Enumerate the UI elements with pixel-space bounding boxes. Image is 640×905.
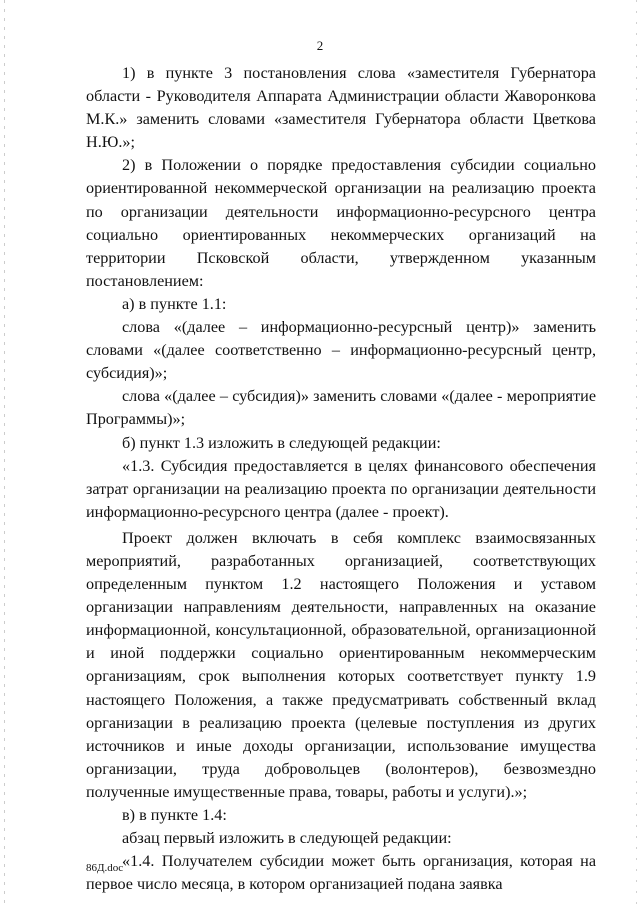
paragraph-item-3: а) в пункте 1.1:	[122, 294, 227, 313]
page-number: 2	[316, 38, 324, 53]
footer-filename: 86Д.doc	[86, 862, 124, 874]
paragraph-item-10: абзац первый изложить в следующей редакции:	[122, 829, 452, 848]
paragraph-item-9: в) в пункте 1.4:	[122, 806, 227, 824]
paragraph-item-4: слова «(далее – информационно-ресурсный центр)» заменить словами «(далее соответственно – информационно-ресурсный центр, субсидия)»;	[86, 318, 596, 383]
paragraph-item-6: б) пункт 1.3 изложить в следующей редакции:	[122, 433, 441, 452]
paragraph-item-8: Проект должен включать в себя комплекс взаимосвязанных мероприятий, разработанных организацией, соответствующих определенным пунктом 1.2 настоящего Положения и уставом организации направлениям деятельности, направленных на оказание информационной, консультационной, образовательной, организационной и иной поддержки социально ориентированным некоммерческим организациям, срок выполнения которых соответствует пункту 1.9 настоящего Положения, а также предусматривать собственный вклад организации в реализацию проекта (целевые поступления из других источников и иные доходы организации, использование имущества организации, труда добровольцев (волонтеров), безвозмездно полученные имущественные права, товары, работы и услуги).»;	[86, 528, 596, 801]
scan-edge-right	[636, 0, 637, 905]
paragraph-item-1: 1) в пункте 3 постановления слова «заместителя Губернатора области - Руководителя Аппарата Администрации области Жаворонкова М.К.» заменить словами «заместителя Губернатора области Цветкова Н.Ю.»;	[86, 64, 596, 152]
document-body	[86, 62, 596, 896]
paragraph-item-2: 2) в Положении о порядке предоставления субсидии социально ориентированной некоммерческой организации на реализацию проекта по организации деятельности информационно-ресурсного центра социально ориентированных некоммерческих организаций на территории Псковской области, утвержденном указанным постановлением:	[86, 156, 596, 290]
paragraph-item-11: «1.4. Получателем субсидии может быть организация, которая на первое число месяца, в котором организацией подана заявка	[86, 852, 596, 894]
paragraph-item-5: слова «(далее – субсидия)» заменить словами «(далее - мероприятие Программы)»;	[86, 387, 596, 429]
scan-edge-left	[4, 0, 5, 905]
paragraph-item-7: «1.3. Субсидия предоставляется в целях финансового обеспечения затрат организации на реализацию проекта по организации деятельности информационно-ресурсного центра (далее - проект).	[86, 456, 596, 521]
